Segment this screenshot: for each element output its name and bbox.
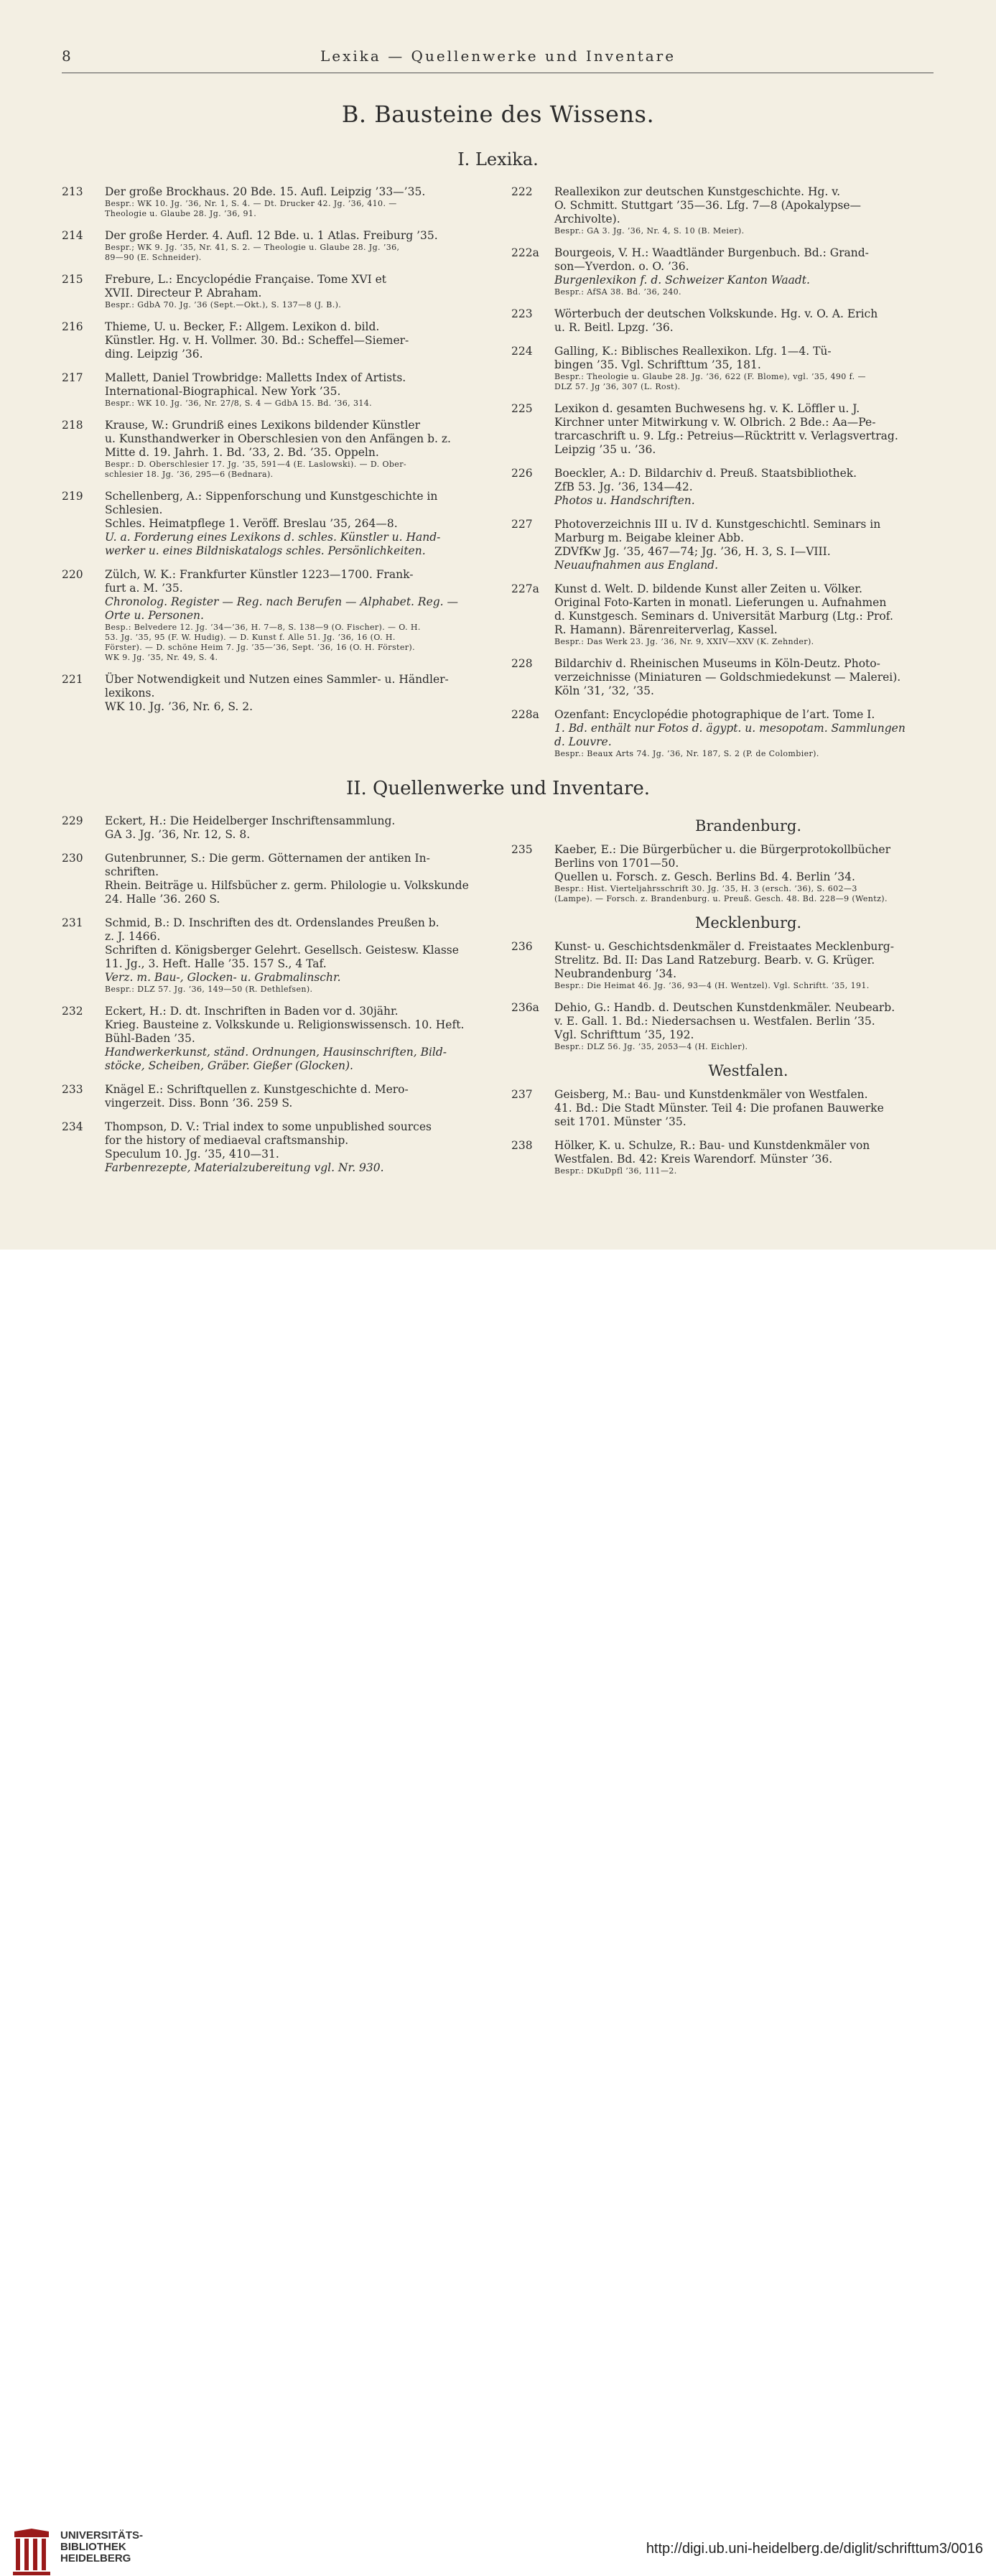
entry-line: Schmid, B.: D. Inschriften des dt. Ordenslandes Preußen b. [105, 916, 439, 929]
entry-review: Bespr.: Die Heimat 46. Jg. ’36, 93—4 (H. Wentzel). Vgl. Schriftt. ’35, 191. [554, 981, 870, 990]
entry-line: ZDVfKw Jg. ’35, 467—74; Jg. ’36, H. 3, S. I—VIII. [554, 545, 831, 558]
entry-annotation: Photos u. Handschriften. [554, 494, 695, 507]
bibliography-entry [62, 229, 493, 263]
page-number: 8 [62, 47, 71, 65]
library-name: UNIVERSITÄTS- BIBLIOTHEK HEIDELBERG [60, 2529, 144, 2565]
entry-number: 227 [511, 518, 533, 531]
entry-number: 237 [511, 1088, 533, 1101]
entry-line: u. Kunsthandwerker in Oberschlesien von den Anfängen b. z. [105, 432, 451, 445]
entry-line: v. E. Gall. 1. Bd.: Niedersachsen u. Westfalen. Berlin ’35. [554, 1015, 875, 1028]
entry-number: 236 [511, 940, 533, 953]
entry-line: Thompson, D. V.: Trial index to some unpublished sources [105, 1120, 432, 1133]
entry-line: d. Kunstgesch. Seminars d. Universität Marburg (Ltg.: Prof. [554, 610, 893, 623]
bibliography-entry [62, 371, 493, 409]
region-heading: Mecklenburg. [694, 914, 802, 931]
entry-line: Vgl. Schrifttum ’35, 192. [554, 1028, 694, 1041]
entry-number: 223 [511, 307, 533, 320]
entry-line: WK 10. Jg. ’36, Nr. 6, S. 2. [105, 700, 253, 713]
entry-number: 226 [511, 467, 533, 480]
entry-annotation: Neuaufnahmen aus England. [554, 559, 719, 572]
entry-line: Der große Herder. 4. Aufl. 12 Bde. u. 1 Atlas. Freiburg ’35. [105, 229, 438, 242]
entry-line: Krieg. Bausteine z. Volkskunde u. Religionswissensch. 10. Heft. [105, 1018, 465, 1031]
entry-line: Ozenfant: Encyclopédie photographique de l’art. Tome I. [554, 708, 875, 721]
bibliography-entry [62, 852, 493, 906]
entry-review: Bespr.: Theologie u. Glaube 28. Jg. ’36, 622 (F. Blome), vgl. ’35, 490 f. — [554, 372, 866, 381]
running-header [62, 47, 934, 69]
entry-number: 231 [62, 916, 83, 929]
bibliography-entry [62, 673, 493, 714]
entry-number: 238 [511, 1139, 533, 1152]
bibliography-entry [511, 708, 942, 759]
section-title: B. Bausteine des Wissens. [341, 101, 655, 128]
entry-line: Reallexikon zur deutschen Kunstgeschichte. Hg. v. [554, 185, 841, 198]
entry-number: 224 [511, 345, 533, 358]
source-url[interactable]: http://digi.ub.uni-heidelberg.de/diglit/schrifttum3/0016 [646, 2541, 983, 2557]
entry-line: ding. Leipzig ’36. [105, 348, 203, 361]
entry-review: Besp.: Belvedere 12. Jg. ’34—’36, H. 7—8, S. 138—9 (O. Fischer). — O. H. [105, 623, 421, 632]
entry-number: 215 [62, 273, 83, 286]
entry-number: 216 [62, 320, 83, 333]
entry-number: 222a [511, 246, 539, 259]
entry-line: Zülch, W. K.: Frankfurter Künstler 1223—1700. Frank- [105, 568, 414, 581]
entry-number: 234 [62, 1120, 83, 1133]
quellen-right-column [511, 810, 942, 1186]
entry-annotation: U. a. Forderung eines Lexikons d. schles. Künstler u. Hand- [105, 531, 441, 544]
entry-line: z. J. 1466. [105, 930, 161, 943]
bibliography-entry [511, 246, 942, 297]
entry-review: 53. Jg. ’35, 95 (F. W. Hudig). — D. Kunst f. Alle 51. Jg. ’36, 16 (O. H. [105, 633, 396, 642]
entry-line: Hölker, K. u. Schulze, R.: Bau- und Kunstdenkmäler von [554, 1139, 870, 1152]
bibliography-entry [511, 185, 942, 236]
entry-line: Speculum 10. Jg. ’35, 410—31. [105, 1148, 279, 1161]
bibliography-entry [511, 657, 942, 698]
bibliography-entry [62, 419, 493, 480]
entry-line: Über Notwendigkeit und Nutzen eines Sammler- u. Händler- [105, 673, 449, 686]
bibliography-entry [511, 307, 942, 335]
entry-annotation: Farbenrezepte, Materialzubereitung vgl. Nr. 930. [105, 1161, 384, 1174]
entry-review: Bespr.: DKuDpfl ’36, 111—2. [554, 1166, 677, 1176]
entry-line: Strelitz. Bd. II: Das Land Ratzeburg. Bearb. v. G. Krüger. [554, 954, 875, 967]
entry-annotation: Chronolog. Register — Reg. nach Berufen — Alphabet. Reg. — [105, 595, 459, 608]
entry-line: Marburg m. Beigabe kleiner Abb. [554, 531, 744, 544]
entry-review: Bespr.: Das Werk 23. Jg. ’36, Nr. 9, XXIV—XXV (K. Zehnder). [554, 637, 814, 646]
entry-line: Archivolte). [554, 213, 620, 225]
entry-review: DLZ 57. Jg ’36, 307 (L. Rost). [554, 382, 681, 391]
entry-line: seit 1701. Münster ’35. [554, 1115, 687, 1128]
entry-line: Westfalen. Bd. 42: Kreis Warendorf. Münster ’36. [554, 1153, 833, 1166]
entry-annotation: Verz. m. Bau-, Glocken- u. Grabmalinschr. [105, 971, 341, 984]
bibliography-entry [511, 402, 942, 457]
entry-number: 213 [62, 185, 83, 198]
entry-line: bingen ’35. Vgl. Schrifttum ’35, 181. [554, 358, 761, 371]
entry-annotation: d. Louvre. [554, 735, 612, 748]
entry-review: Bespr.: GA 3. Jg. ’36, Nr. 4, S. 10 (B. Meier). [554, 226, 745, 236]
entry-number: 219 [62, 490, 83, 503]
entry-line: furt a. M. ’35. [105, 582, 183, 595]
entry-number: 229 [62, 814, 83, 827]
entry-number: 235 [511, 843, 533, 856]
bibliography-entry [511, 582, 942, 647]
entry-line: Krause, W.: Grundriß eines Lexikons bildender Künstler [105, 419, 421, 432]
bibliography-entry [62, 185, 493, 219]
entry-line: Quellen u. Forsch. z. Gesch. Berlins Bd. 4. Berlin ’34. [554, 870, 855, 883]
entry-line: Mitte d. 19. Jahrh. 1. Bd. ’33, 2. Bd. ’35. Oppeln. [105, 446, 379, 459]
bibliography-entry [511, 467, 942, 508]
entry-annotation: Handwerkerkunst, ständ. Ordnungen, Hausinschriften, Bild- [105, 1046, 447, 1059]
entry-review: Bespr.; WK 9. Jg. ’35, Nr. 41, S. 2. — Theologie u. Glaube 28. Jg. ’36, [105, 243, 400, 252]
bibliography-entry [511, 1001, 942, 1052]
entry-line: 41. Bd.: Die Stadt Münster. Teil 4: Die profanen Bauwerke [554, 1102, 884, 1115]
entry-line: Leipzig ’35 u. ’36. [554, 443, 656, 456]
bibliography-entry [62, 1005, 493, 1073]
entry-line: Knägel E.: Schriftquellen z. Kunstgeschichte d. Mero- [105, 1083, 409, 1096]
bibliography-entry [62, 1120, 493, 1175]
entry-number: 233 [62, 1083, 83, 1096]
entry-number: 228 [511, 657, 533, 670]
bibliography-entry [62, 916, 493, 995]
entry-line: Künstler. Hg. v. H. Vollmer. 30. Bd.: Scheffel—Siemer- [105, 334, 409, 347]
entry-line: Wörterbuch der deutschen Volkskunde. Hg. v. O. A. Erich [554, 307, 878, 320]
entry-review: 89—90 (E. Schneider). [105, 253, 202, 262]
entry-line: Original Foto-Karten in monatl. Lieferungen u. Aufnahmen [554, 596, 887, 609]
entry-line: Thieme, U. u. Becker, F.: Allgem. Lexikon d. bild. [105, 320, 380, 333]
entry-line: XVII. Directeur P. Abraham. [105, 287, 262, 299]
entry-line: Bourgeois, V. H.: Waadtländer Burgenbuch. Bd.: Grand- [554, 246, 869, 259]
running-title: Lexika — Quellenwerke und Inventare [320, 47, 676, 65]
university-library-logo [10, 2527, 53, 2576]
entry-number: 225 [511, 402, 533, 415]
entry-line: Schlesien. [105, 503, 163, 516]
entry-line: Bildarchiv d. Rheinischen Museums in Köln-Deutz. Photo- [554, 657, 880, 670]
entry-line: Boeckler, A.: D. Bildarchiv d. Preuß. Staatsbibliothek. [554, 467, 857, 480]
bibliography-entry [62, 273, 493, 310]
bibliography-entry [511, 843, 942, 904]
region-heading: Westfalen. [708, 1062, 788, 1079]
entry-annotation: stöcke, Scheiben, Gräber. Gießer (Glocken). [105, 1059, 353, 1072]
entry-number: 218 [62, 419, 83, 432]
entry-line: Geisberg, M.: Bau- und Kunstdenkmäler von Westfalen. [554, 1088, 868, 1101]
entry-line: Eckert, H.: Die Heidelberger Inschriftensammlung. [105, 814, 396, 827]
entry-review: Theologie u. Glaube 28. Jg. ’36, 91. [105, 209, 257, 218]
entry-review: (Lampe). — Forsch. z. Brandenburg. u. Preuß. Gesch. 48. Bd. 228—9 (Wentz). [554, 894, 888, 903]
entry-review: Bespr.: Beaux Arts 74. Jg. ’36, Nr. 187, S. 2 (P. de Colombier). [554, 749, 819, 758]
subsection-title-quellen: II. Quellenwerke und Inventare. [345, 778, 651, 799]
entry-line: 24. Halle ’36. 260 S. [105, 893, 220, 906]
entry-review: Förster). — D. schöne Heim 7. Jg. ’35—’36, Sept. ’36, 16 (O. H. Förster). [105, 643, 415, 652]
entry-line: 11. Jg., 3. Heft. Halle ’35. 157 S., 4 Taf. [105, 957, 327, 970]
entry-number: 217 [62, 371, 83, 384]
entry-line: verzeichnisse (Miniaturen — Goldschmiedekunst — Malerei). [554, 671, 901, 684]
entry-review: Bespr.: WK 10. Jg. ’36, Nr. 27/8, S. 4 — GdbA 15. Bd. ’36, 314. [105, 399, 373, 408]
entry-number: 230 [62, 852, 83, 865]
lexika-left-column [62, 185, 493, 724]
entry-review: Bespr.: DLZ 56. Jg. ’35, 2053—4 (H. Eichler). [554, 1042, 748, 1051]
quellen-left-column [62, 814, 493, 1185]
lexika-right-column [511, 185, 942, 769]
bibliography-entry [511, 518, 942, 572]
entry-annotation: Orte u. Personen. [105, 609, 204, 622]
footer-bar [0, 1250, 996, 2565]
entry-line: son—Yverdon. o. O. ’36. [554, 260, 689, 273]
entry-line: for the history of mediaeval craftsmanship. [105, 1134, 349, 1147]
entry-line: GA 3. Jg. ’36, Nr. 12, S. 8. [105, 828, 251, 841]
entry-line: Bühl-Baden ’35. [105, 1032, 195, 1045]
entry-line: vingerzeit. Diss. Bonn ’36. 259 S. [105, 1097, 293, 1110]
entry-line: schriften. [105, 865, 159, 878]
scanned-page [0, 0, 996, 1250]
entry-review: Bespr.: GdbA 70. Jg. ’36 (Sept.—Okt.), S. 137—8 (J. B.). [105, 300, 342, 310]
entry-line: trarcaschrift u. 9. Lfg.: Petreius—Rücktritt v. Verlagsvertrag. [554, 429, 898, 442]
region-heading: Brandenburg. [694, 817, 802, 834]
entry-line: Galling, K.: Biblisches Reallexikon. Lfg. 1—4. Tü- [554, 345, 832, 358]
entry-line: Dehio, G.: Handb. d. Deutschen Kunstdenkmäler. Neubearb. [554, 1001, 895, 1014]
entry-review: Bespr.: D. Oberschlesier 17. Jg. ’35, 591—4 (E. Laslowski). — D. Ober- [105, 460, 406, 469]
bibliography-entry [62, 1083, 493, 1110]
entry-line: Eckert, H.: D. dt. Inschriften in Baden vor d. 30jähr. [105, 1005, 399, 1018]
entry-annotation: Burgenlexikon f. d. Schweizer Kanton Waadt. [554, 274, 810, 287]
entry-line: Kaeber, E.: Die Bürgerbücher u. die Bürgerprotokollbücher [554, 843, 891, 856]
entry-line: u. R. Beitl. Lpzg. ’36. [554, 321, 674, 334]
entry-line: Neubrandenburg ’34. [554, 967, 677, 980]
entry-number: 222 [511, 185, 533, 198]
subsection-title-lexika: I. Lexika. [457, 149, 539, 169]
entry-review: Bespr.: DLZ 57. Jg. ’36, 149—50 (R. Dethlefsen). [105, 985, 313, 994]
bibliography-entry [511, 345, 942, 392]
entry-number: 228a [511, 708, 539, 721]
entry-line: ZfB 53. Jg. ’36, 134—42. [554, 480, 693, 493]
entry-line: Mallett, Daniel Trowbridge: Malletts Index of Artists. [105, 371, 406, 384]
entry-number: 232 [62, 1005, 83, 1018]
entry-line: Frebure, L.: Encyclopédie Française. Tome XVI et [105, 273, 387, 286]
entry-number: 227a [511, 582, 539, 595]
entry-number: 236a [511, 1001, 539, 1014]
entry-line: Lexikon d. gesamten Buchwesens hg. v. K. Löffler u. J. [554, 402, 860, 415]
entry-line: Berlins von 1701—50. [554, 857, 679, 870]
bibliography-entry [62, 568, 493, 663]
entry-review: Bespr.: Hist. Vierteljahrsschrift 30. Jg. ’35, H. 3 (ersch. ’36), S. 602—3 [554, 884, 857, 893]
entry-line: Kunst d. Welt. D. bildende Kunst aller Zeiten u. Völker. [554, 582, 862, 595]
entry-line: Photoverzeichnis III u. IV d. Kunstgeschichtl. Seminars in [554, 518, 881, 531]
bibliography-entry [62, 814, 493, 842]
entry-line: O. Schmitt. Stuttgart ’35—36. Lfg. 7—8 (Apokalypse— [554, 199, 861, 212]
bibliography-entry [511, 940, 942, 991]
entry-review: schlesier 18. Jg. ’36, 295—6 (Bednara). [105, 470, 274, 479]
entry-number: 221 [62, 673, 83, 686]
entry-number: 220 [62, 568, 83, 581]
entry-line: Schles. Heimatpflege 1. Veröff. Breslau ’35, 264—8. [105, 517, 398, 530]
entry-review: Bespr.: WK 10. Jg. ’36, Nr. 1, S. 4. — Dt. Drucker 42. Jg. ’36, 410. — [105, 199, 397, 208]
bibliography-entry [511, 1088, 942, 1129]
entry-annotation: 1. Bd. enthält nur Fotos d. ägypt. u. mesopotam. Sammlungen [554, 722, 906, 735]
entry-line: Rhein. Beiträge u. Hilfsbücher z. germ. Philologie u. Volkskunde [105, 879, 469, 892]
entry-line: International-Biographical. New York ’35. [105, 385, 341, 398]
entry-line: Gutenbrunner, S.: Die germ. Götternamen der antiken In- [105, 852, 430, 865]
bibliography-entry [62, 320, 493, 361]
bibliography-entry [511, 1139, 942, 1176]
entry-line: Kirchner unter Mitwirkung v. W. Olbrich. 2 Bde.: Aa—Pe- [554, 416, 876, 429]
bibliography-entry [62, 490, 493, 558]
entry-review: WK 9. Jg. ’35, Nr. 49, S. 4. [105, 653, 218, 662]
entry-line: R. Hamann). Bärenreiterverlag, Kassel. [554, 623, 778, 636]
entry-line: Schellenberg, A.: Sippenforschung und Kunstgeschichte in [105, 490, 438, 503]
entry-line: Kunst- u. Geschichtsdenkmäler d. Freistaates Mecklenburg- [554, 940, 894, 953]
entry-line: lexikons. [105, 687, 155, 699]
entry-line: Der große Brockhaus. 20 Bde. 15. Aufl. Leipzig ’33—’35. [105, 185, 426, 198]
entry-annotation: werker u. eines Bildniskatalogs schles. Persönlichkeiten. [105, 544, 426, 557]
entry-review: Bespr.: AfSA 38. Bd. ’36, 240. [554, 287, 681, 297]
entry-line: Köln ’31, ’32, ’35. [554, 684, 654, 697]
entry-line: Schriften d. Königsberger Gelehrt. Gesellsch. Geistesw. Klasse [105, 944, 459, 957]
entry-number: 214 [62, 229, 83, 242]
